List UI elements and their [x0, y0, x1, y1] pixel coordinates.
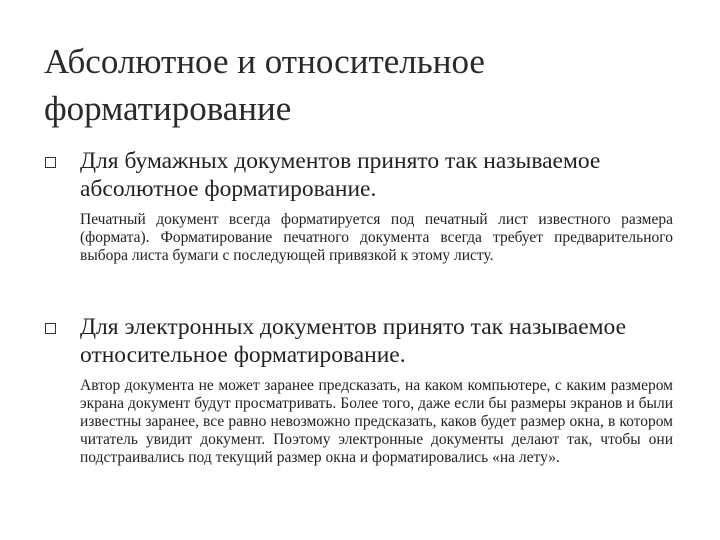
bullet-heading: Для электронных документов принято так называемое относительное форматирование.	[80, 314, 626, 368]
bullet-body-text: Автор документа не может заранее предсказать, на каком компьютере, с каким размером экрана документ будут просматривать. Более того, даже если бы размеры экранов и были известны заранее, все равно невозможно предсказать, каков будет размер окна, в котором читатель увидит документ. Поэтому электронные документы делают так, чтобы они подстраивались под текущий размер окна и форматировались «на лету».	[80, 377, 673, 466]
bullet-item-electronic-documents	[44, 313, 684, 467]
hollow-square-bullet-icon	[45, 157, 56, 168]
bullet-heading: Для бумажных документов принято так называемое абсолютное форматирование.	[80, 148, 601, 202]
bullet-item-paper-documents	[44, 147, 684, 265]
bullet-body-text: Печатный документ всегда форматируется под печатный лист известного размера (формата). Форматирование печатного документа всегда требует предварительного выбора листа бумаги с последующей привязкой к этому листу.	[80, 211, 673, 264]
hollow-square-bullet-icon	[45, 323, 56, 334]
slide-title: Абсолютное и относительное форматирование	[44, 42, 485, 128]
